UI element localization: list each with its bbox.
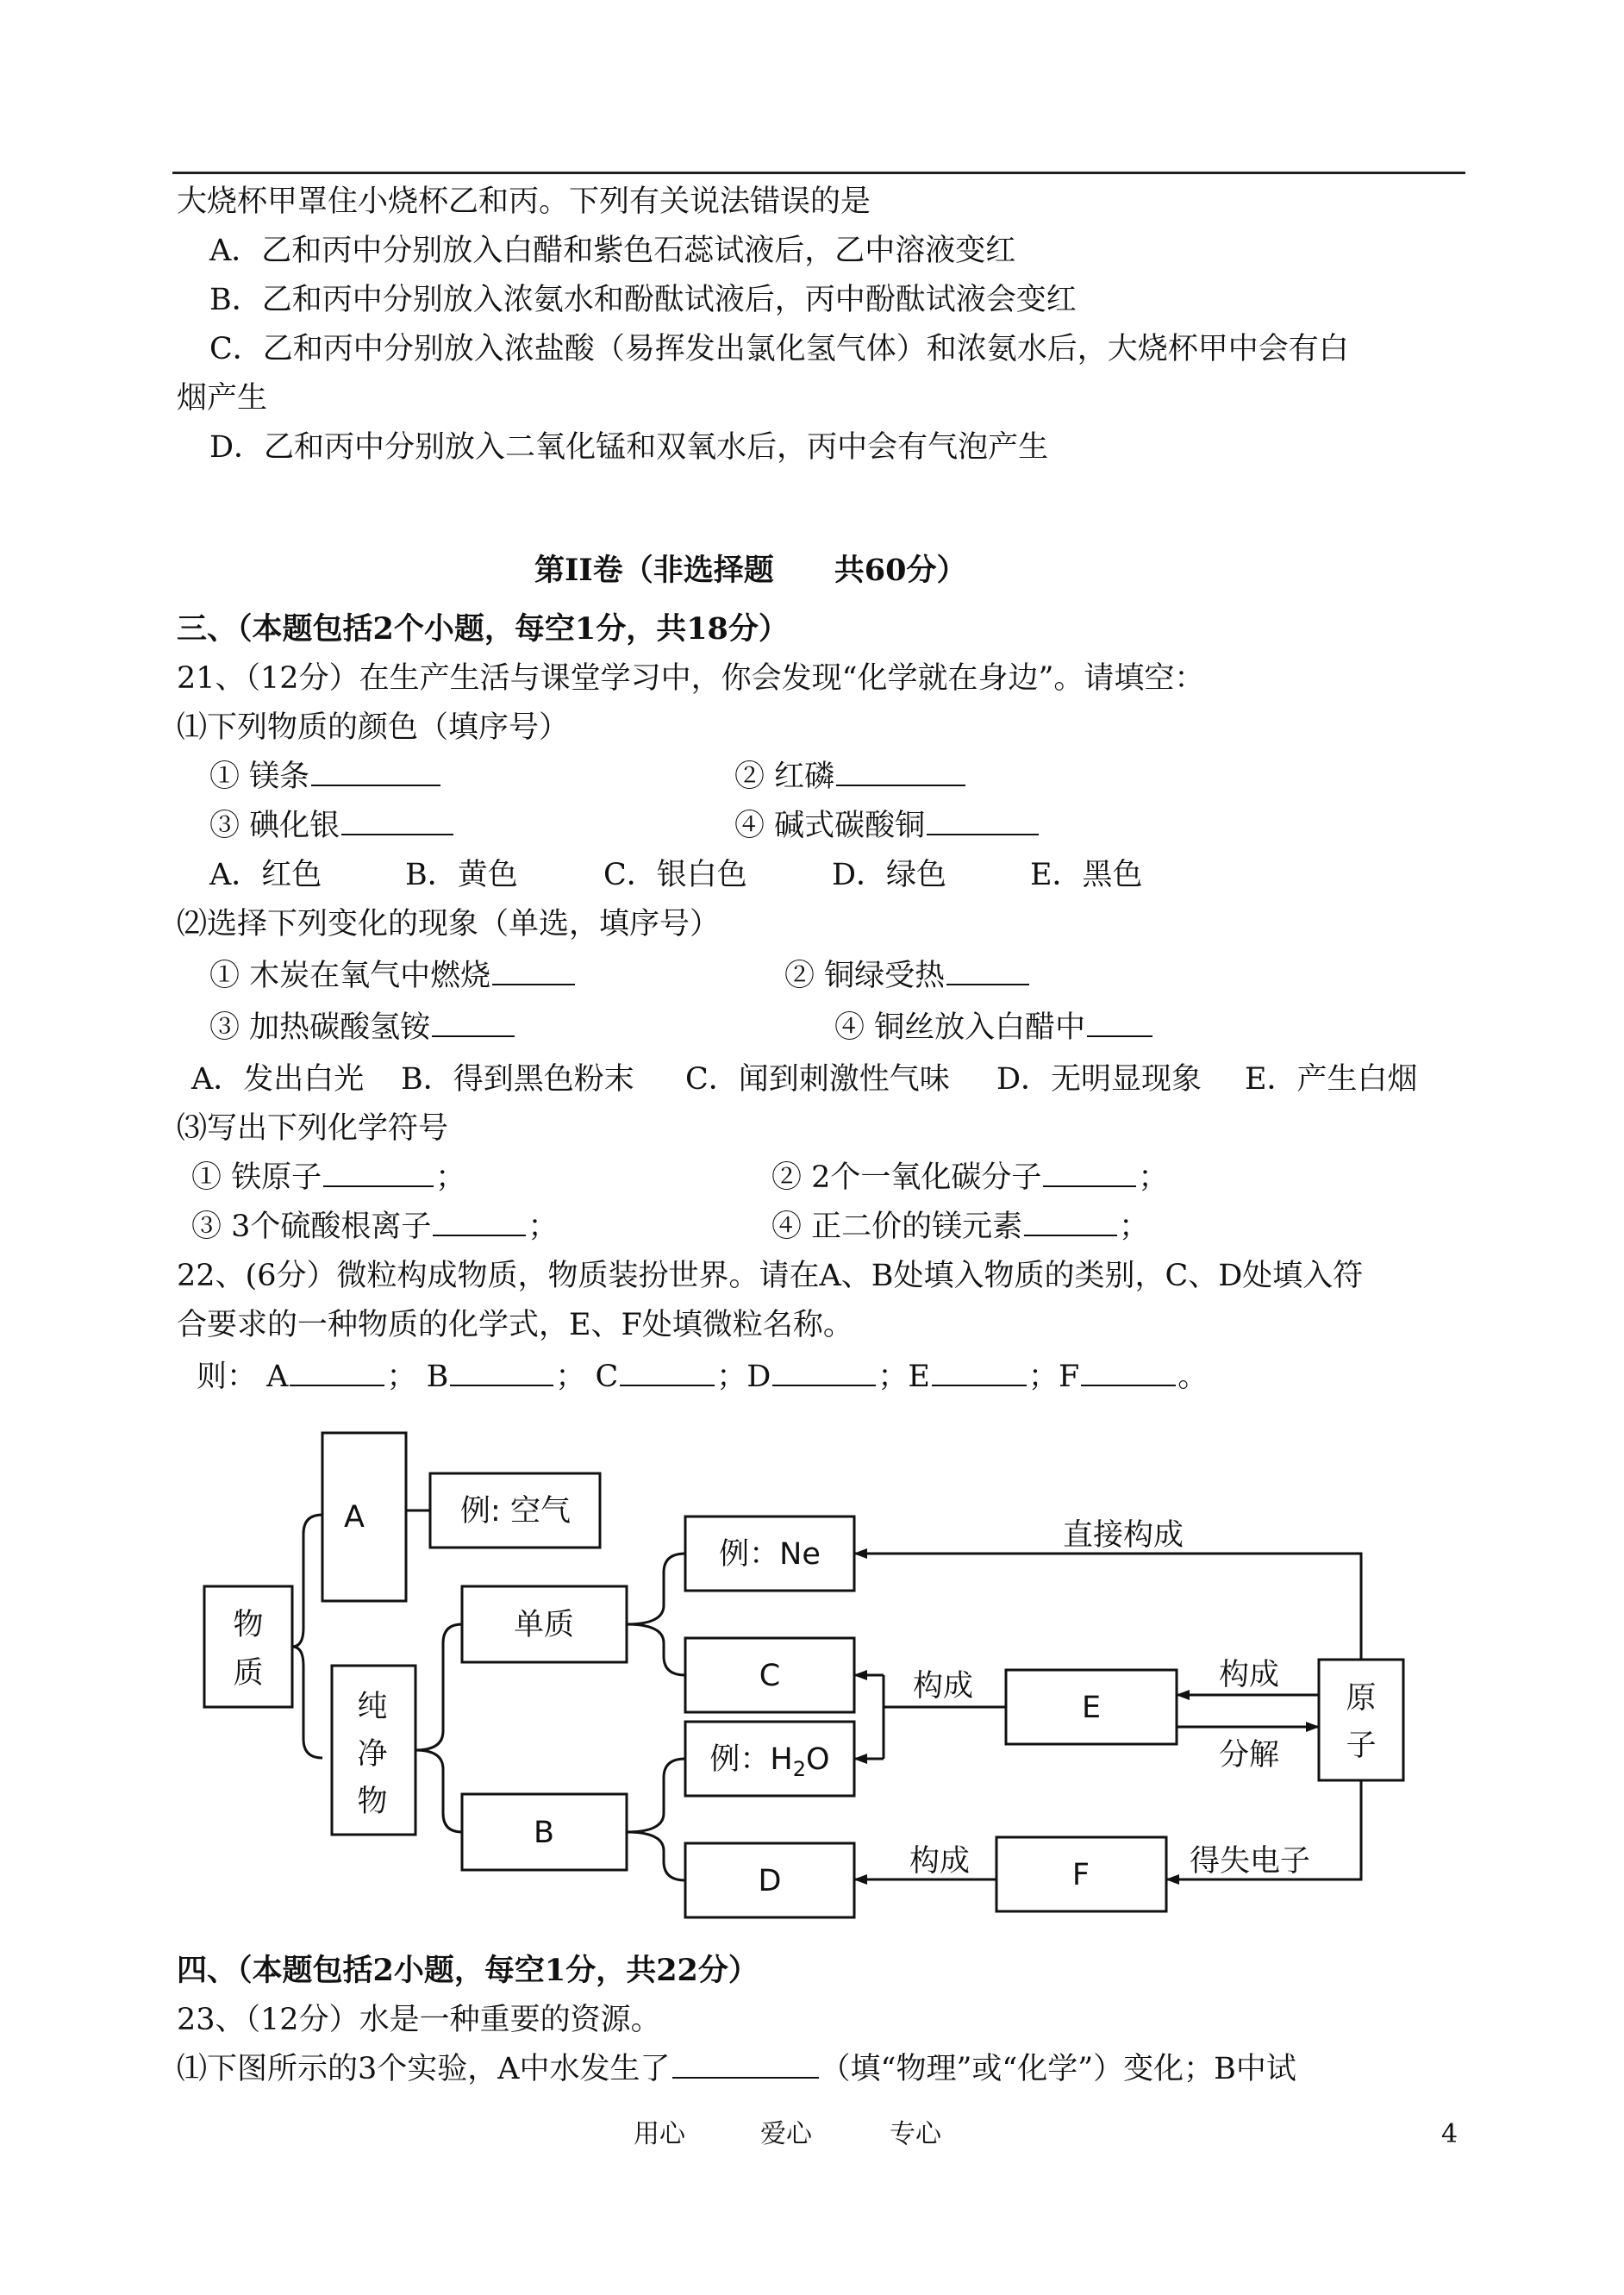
label-h2o-example — [709, 1742, 829, 1781]
q21-p2-title: ⑵选择下列变化的现象（单选，填序号） — [177, 907, 721, 941]
separator: ； — [716, 1360, 747, 1394]
item-label: ① 木炭在氧气中燃烧 — [209, 959, 491, 993]
answer-label-b: B — [426, 1360, 449, 1394]
label-gain-lose-electrons: 得失电子 — [1189, 1844, 1311, 1879]
label-ne-example: 例：Ne — [719, 1537, 821, 1572]
q20-stem: 大烧杯甲罩住小烧杯乙和丙。下列有关说法错误的是 — [177, 184, 871, 219]
item-label: ④ 正二价的镁元素 — [771, 1210, 1023, 1244]
q21-p1-choice-a: A．红色 — [209, 858, 322, 892]
answer-blank[interactable] — [672, 2051, 819, 2079]
q21-p2-choice-e: E．产生白烟 — [1245, 1062, 1418, 1097]
q20-option-d: D．乙和丙中分别放入二氧化锰和双氧水后，丙中会有气泡产生 — [209, 430, 1049, 465]
brace-pure — [415, 1624, 462, 1832]
q23-stem: 23、（12分）水是一种重要的资源。 — [177, 2003, 661, 2037]
brace-element — [627, 1554, 685, 1675]
q23-p1-after: （填“物理”或“化学”）变化；B中试 — [820, 2052, 1296, 2086]
separator: ； — [878, 1360, 909, 1394]
q22-stem-line1: 22、(6分）微粒构成物质，物质装扮世界。请在A、B处填入物质的类别，C、D处填入符 — [177, 1259, 1364, 1293]
answer-label-d: D — [746, 1360, 771, 1394]
q21-p1-choice-e: E．黑色 — [1030, 858, 1143, 892]
atom-char-2: 子 — [1346, 1729, 1377, 1763]
separator: ； — [528, 1210, 559, 1244]
separator: ； — [1119, 1210, 1150, 1244]
answer-label-a: A — [266, 1360, 289, 1394]
q21-p1-choice-b: B．黄色 — [405, 858, 518, 892]
q23-p1 — [177, 2050, 1296, 2088]
separator: ； — [386, 1360, 417, 1394]
atom-char-1: 原 — [1346, 1681, 1377, 1716]
q21-p2-choice-c: C．闻到刺激性气味 — [685, 1062, 950, 1097]
item-label: ② 红磷 — [734, 760, 835, 794]
q21-stem: 21、（12分）在生产生活与课堂学习中，你会发现“化学就在身边”。请填空： — [177, 661, 1205, 696]
footer-item-2: 爱心 — [760, 2119, 812, 2149]
q20-option-a: A．乙和丙中分别放入白醋和紫色石蕊试液后，乙中溶液变红 — [209, 234, 1016, 268]
q21-p2-choice-a: A．发出白光 — [191, 1062, 365, 1097]
footer-item-3: 专心 — [890, 2119, 941, 2149]
item-label: ③ 碘化银 — [209, 809, 340, 843]
section3-heading: 三、（本题包括2个小题，每空1分，共18分） — [177, 611, 789, 647]
answer-label-f: F — [1058, 1360, 1080, 1394]
item-label: ① 镁条 — [209, 760, 310, 794]
section4-heading: 四、（本题包括2小题，每空1分，共22分） — [177, 1953, 759, 1988]
label-air-example: 例: 空气 — [460, 1494, 571, 1529]
separator: ； — [1138, 1160, 1169, 1195]
h2o-suffix: O — [806, 1742, 830, 1777]
answer-label-c: C — [595, 1360, 619, 1394]
label-b: B — [533, 1816, 555, 1850]
matter-char-1: 物 — [233, 1608, 264, 1642]
page-number: 4 — [1441, 2119, 1458, 2149]
q20-option-b: B．乙和丙中分别放入浓氨水和酚酞试液后，丙中酚酞试液会变红 — [209, 283, 1077, 317]
label-a: A — [344, 1500, 365, 1535]
brace-matter — [292, 1515, 322, 1758]
label-direct-form: 直接构成 — [1062, 1518, 1184, 1553]
q20-option-c-cont: 烟产生 — [177, 381, 268, 416]
item-label: ④ 碱式碳酸铜 — [734, 809, 926, 843]
end-mark: 。 — [1177, 1360, 1209, 1394]
brace-compound — [627, 1759, 685, 1880]
label-form-1: 构成 — [912, 1669, 974, 1704]
q21-p1-choice-c: C．银白色 — [603, 858, 747, 892]
label-form-2: 构成 — [1218, 1658, 1280, 1692]
label-form-3: 构成 — [909, 1844, 971, 1879]
q21-p2-choice-b: B．得到黑色粉末 — [401, 1062, 634, 1097]
q22-stem-line2: 合要求的一种物质的化学式，E、F处填微粒名称。 — [177, 1308, 853, 1342]
item-label: ③ 3个硫酸根离子 — [191, 1210, 432, 1244]
item-label: ④ 铜丝放入白醋中 — [834, 1010, 1086, 1045]
separator: ； — [555, 1360, 586, 1394]
label-decompose: 分解 — [1218, 1738, 1280, 1773]
answer-prefix: 则： — [197, 1360, 258, 1394]
item-label: ① 铁原子 — [191, 1160, 322, 1195]
q21-p2-choice-d: D．无明显现象 — [996, 1062, 1202, 1097]
q20-option-c: C．乙和丙中分别放入浓盐酸（易挥发出氯化氢气体）和浓氨水后，大烧杯甲中会有白 — [209, 332, 1349, 366]
h2o-prefix: 例：H — [709, 1742, 793, 1777]
q21-p1-choice-d: D．绿色 — [832, 858, 947, 892]
label-f: F — [1071, 1858, 1090, 1892]
label-c: C — [759, 1659, 781, 1693]
matter-char-2: 质 — [233, 1656, 264, 1691]
item-label: ③ 加热碳酸氢铵 — [209, 1010, 431, 1045]
label-e: E — [1081, 1691, 1102, 1725]
label-element: 单质 — [513, 1608, 575, 1642]
q21-p3-title: ⑶写出下列化学符号 — [177, 1111, 449, 1146]
answer-label-e: E — [908, 1360, 930, 1394]
pure-char-2: 净 — [357, 1737, 388, 1772]
item-label: ② 铜绿受热 — [784, 959, 946, 993]
part2-title: 第II卷（非选择题 共60分） — [534, 553, 967, 588]
footer-item-1: 用心 — [634, 2119, 685, 2149]
arrow-direct — [854, 1554, 1361, 1660]
separator: ； — [435, 1160, 466, 1195]
pure-char-3: 物 — [357, 1785, 388, 1819]
item-label: ② 2个一氧化碳分子 — [771, 1160, 1042, 1195]
h2o-subscript: 2 — [792, 1757, 807, 1781]
separator: ； — [1027, 1360, 1059, 1394]
q23-p1-before: ⑴下图所示的3个实验，A中水发生了 — [177, 2052, 671, 2086]
label-d: D — [758, 1864, 782, 1898]
q21-p1-title: ⑴下列物质的颜色（填序号） — [177, 710, 570, 745]
pure-char-1: 纯 — [357, 1690, 388, 1724]
